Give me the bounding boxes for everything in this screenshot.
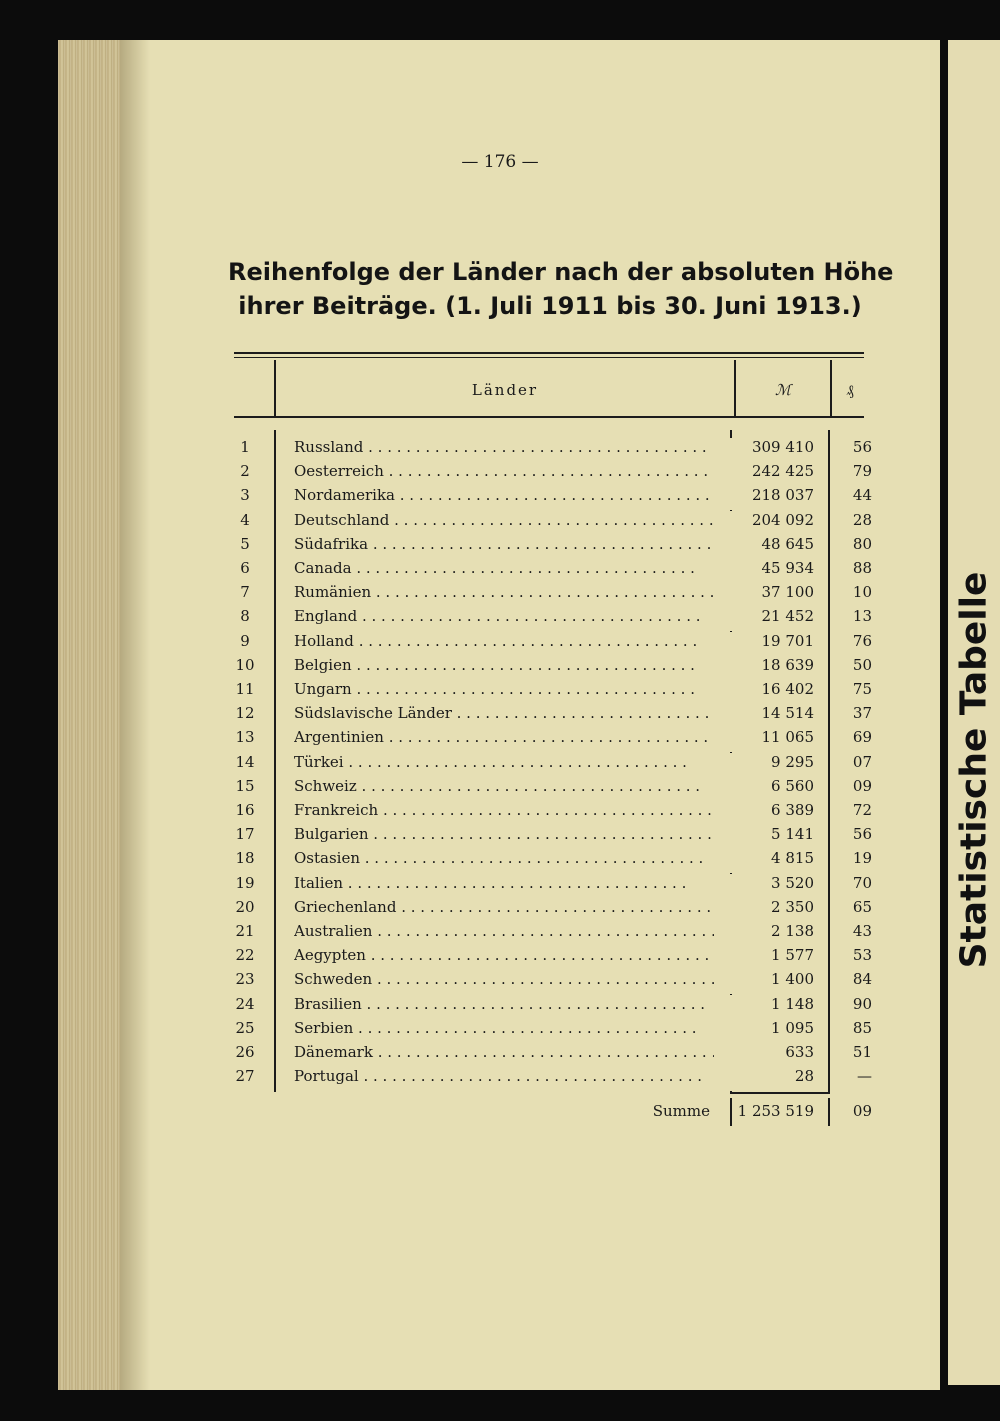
row-pfennig: 75	[852, 680, 872, 698]
dot-leader-end	[714, 1067, 734, 1091]
row-number: 22	[235, 946, 255, 965]
dot-leader-end	[714, 583, 734, 607]
row-mark: 4 815	[771, 849, 814, 868]
table-row	[222, 728, 872, 752]
row-pfennig: —	[857, 1067, 872, 1086]
row-number: 1	[240, 438, 250, 456]
title-line-1: Reihenfolge der Länder nach der absoluten Höhe	[228, 258, 894, 286]
table-row	[222, 632, 872, 656]
row-mark: 204 092	[751, 510, 814, 529]
dot-leader-end	[714, 970, 734, 994]
row-mark: 14 514	[761, 704, 814, 723]
dot-leader-end	[714, 995, 734, 1019]
row-pfennig: 50	[852, 655, 872, 674]
row-country: Aegypten . . .	[294, 946, 714, 964]
row-pfennig: 69	[852, 728, 872, 747]
row-pfennig: 70	[852, 873, 872, 892]
dot-leader-end	[714, 777, 734, 801]
row-mark: 1 148	[771, 994, 814, 1013]
row-mark: 3 520	[771, 873, 814, 892]
table-row	[222, 1043, 872, 1067]
row-number: 12	[235, 704, 255, 723]
row-pfennig: 07	[852, 752, 872, 771]
dot-leader-end	[714, 946, 734, 970]
page-number: — 176 —	[461, 152, 539, 172]
table-row	[222, 995, 872, 1019]
table-row	[222, 438, 872, 462]
header-countries: Länder	[471, 381, 539, 399]
dot-leader-end	[714, 801, 734, 825]
row-country: Brasilien . . .	[294, 995, 714, 1013]
row-pfennig: 19	[852, 849, 872, 868]
row-number: 20	[235, 897, 255, 916]
row-country: Griechenland . . .	[294, 898, 714, 916]
dot-leader-end	[714, 438, 734, 462]
header-bottom-rule	[234, 416, 864, 418]
row-country: Ostasien . . .	[294, 849, 714, 867]
table-row	[222, 559, 872, 583]
table-row	[222, 1019, 872, 1043]
row-mark: 45 934	[761, 559, 814, 577]
row-number: 5	[240, 534, 250, 553]
sum-divider-pf	[828, 1098, 830, 1126]
row-number: 24	[235, 994, 255, 1013]
table-row	[222, 535, 872, 559]
dot-leader-end	[714, 849, 734, 873]
row-pfennig: 79	[852, 462, 872, 481]
header-mark: ℳ	[774, 381, 792, 399]
row-number: 27	[235, 1067, 255, 1086]
sum-pfennig: 09	[852, 1102, 872, 1120]
row-country: Deutschland . . .	[294, 511, 714, 529]
dot-leader-end	[714, 559, 734, 583]
row-number: 25	[235, 1018, 255, 1037]
row-pfennig: 56	[852, 825, 872, 844]
dot-leader-end	[714, 1043, 734, 1067]
table-row	[222, 704, 872, 728]
row-mark: 11 065	[761, 728, 814, 747]
row-mark: 37 100	[761, 583, 814, 602]
table-row	[222, 874, 872, 898]
row-pfennig: 10	[852, 583, 872, 602]
table-row	[222, 656, 872, 680]
dot-leader-end	[714, 825, 734, 849]
row-country: Canada . . .	[294, 559, 714, 577]
row-number: 23	[235, 970, 255, 989]
row-pfennig: 37	[852, 704, 872, 723]
row-country: Schweden . . .	[294, 970, 714, 988]
row-pfennig: 28	[852, 510, 872, 529]
table-top-rule-thin	[234, 357, 864, 358]
table-row	[222, 583, 872, 607]
page-title	[228, 255, 894, 323]
row-country: Rumänien . . .	[294, 583, 714, 601]
row-pfennig: 09	[852, 776, 872, 795]
row-country: Frankreich . . .	[294, 801, 714, 819]
row-pfennig: 65	[852, 897, 872, 916]
row-number: 18	[235, 849, 255, 868]
row-pfennig: 44	[852, 486, 872, 505]
row-mark: 21 452	[761, 607, 814, 626]
row-pfennig: 51	[852, 1043, 872, 1061]
row-number: 14	[235, 752, 255, 771]
header-pfennig: ₰	[846, 381, 854, 399]
row-pfennig: 84	[852, 970, 872, 989]
row-pfennig: 88	[852, 559, 872, 577]
row-country: Argentinien . . .	[294, 728, 714, 746]
row-country: Italien . . .	[294, 874, 714, 892]
row-country: Portugal . . .	[294, 1067, 714, 1085]
row-number: 4	[240, 510, 250, 529]
row-mark: 48 645	[761, 534, 814, 553]
row-mark: 18 639	[761, 655, 814, 674]
dot-leader-end	[714, 632, 734, 656]
row-pfennig: 43	[852, 922, 872, 940]
title-line-2: ihrer Beiträge. (1. Juli 1911 bis 30. Juni 1913.)	[238, 292, 862, 320]
table-row	[222, 1067, 872, 1091]
row-country: Dänemark . . .	[294, 1043, 714, 1061]
row-number: 15	[235, 776, 255, 795]
row-mark: 5 141	[771, 825, 814, 844]
row-pfennig: 13	[852, 607, 872, 626]
row-number: 26	[235, 1043, 255, 1061]
row-number: 13	[235, 728, 255, 747]
row-pfennig: 72	[852, 801, 872, 819]
row-mark: 242 425	[751, 462, 814, 481]
row-country: Belgien . . .	[294, 656, 714, 674]
row-number: 19	[235, 873, 255, 892]
dot-leader-end	[714, 656, 734, 680]
table-row	[222, 607, 872, 631]
row-number: 10	[235, 655, 255, 674]
row-country: Nordamerika . . .	[294, 486, 714, 504]
dot-leader-end	[714, 680, 734, 704]
table-top-rule	[234, 352, 864, 354]
row-country: Serbien . . .	[294, 1019, 714, 1037]
table-row	[222, 486, 872, 510]
row-country: Ungarn . . .	[294, 680, 714, 698]
row-pfennig: 80	[852, 534, 872, 553]
row-country: Südafrika . . .	[294, 535, 714, 553]
sum-mark: 1 253 519	[737, 1102, 814, 1120]
table-row	[222, 970, 872, 994]
dot-leader-end	[714, 704, 734, 728]
row-mark: 28	[794, 1067, 814, 1086]
row-mark: 16 402	[761, 680, 814, 698]
table-row	[222, 825, 872, 849]
row-country: England . . .	[294, 607, 714, 625]
dot-leader-end	[714, 1019, 734, 1043]
dot-leader-end	[714, 898, 734, 922]
row-mark: 9 295	[771, 752, 814, 771]
dot-leader-end	[714, 753, 734, 777]
row-country: Holland . . .	[294, 632, 714, 650]
row-pfennig: 56	[852, 438, 872, 456]
table-row	[222, 849, 872, 873]
table-row	[222, 777, 872, 801]
row-country: Oesterreich . . .	[294, 462, 714, 480]
row-number: 7	[240, 583, 250, 602]
row-pfennig: 90	[852, 994, 872, 1013]
table-row	[222, 680, 872, 704]
row-country: Schweiz . . .	[294, 777, 714, 795]
row-mark: 19 701	[761, 631, 814, 650]
gutter-shadow	[120, 40, 150, 1390]
table-row	[222, 898, 872, 922]
row-number: 6	[240, 559, 250, 577]
row-number: 8	[240, 607, 250, 626]
row-mark: 6 389	[771, 801, 814, 819]
row-pfennig: 85	[852, 1018, 872, 1037]
sum-label: Summe	[652, 1102, 710, 1120]
row-number: 11	[235, 680, 255, 698]
row-mark: 309 410	[751, 438, 814, 456]
row-mark: 2 350	[771, 897, 814, 916]
table-row	[222, 511, 872, 535]
row-number: 9	[240, 631, 250, 650]
row-number: 21	[235, 922, 255, 940]
table-row	[222, 922, 872, 946]
table-row	[222, 753, 872, 777]
row-pfennig: 76	[852, 631, 872, 650]
row-country: Australien . . .	[294, 922, 714, 940]
row-number: 17	[235, 825, 255, 844]
right-page-strip	[948, 40, 1000, 1385]
dot-leader-end	[714, 486, 734, 510]
row-mark: 1 095	[771, 1018, 814, 1037]
dot-leader-end	[714, 922, 734, 946]
table-row	[222, 801, 872, 825]
row-number: 3	[240, 486, 250, 505]
dot-leader-end	[714, 874, 734, 898]
row-mark: 1 577	[771, 946, 814, 965]
page-edges	[58, 40, 120, 1390]
dot-leader-end	[714, 511, 734, 535]
row-mark: 2 138	[771, 922, 814, 940]
dot-leader-end	[714, 607, 734, 631]
side-label: Statistische Tabelle	[953, 571, 995, 969]
row-country: Russland . . .	[294, 438, 714, 456]
dot-leader-end	[714, 728, 734, 752]
row-mark: 218 037	[751, 486, 814, 505]
table-row	[222, 946, 872, 970]
row-number: 2	[240, 462, 250, 481]
table-row	[222, 462, 872, 486]
row-country: Bulgarien . . .	[294, 825, 714, 843]
dot-leader-end	[714, 535, 734, 559]
dot-leader-end	[714, 462, 734, 486]
sum-divider-mark	[730, 1098, 732, 1126]
row-mark: 1 400	[771, 970, 814, 989]
row-number: 16	[235, 801, 255, 819]
sum-rule	[730, 1092, 830, 1094]
row-mark: 6 560	[771, 776, 814, 795]
row-pfennig: 53	[852, 946, 872, 965]
row-country: Türkei . . .	[294, 753, 714, 771]
row-country: Südslavische Länder . . .	[294, 704, 714, 722]
row-mark: 633	[785, 1043, 814, 1061]
